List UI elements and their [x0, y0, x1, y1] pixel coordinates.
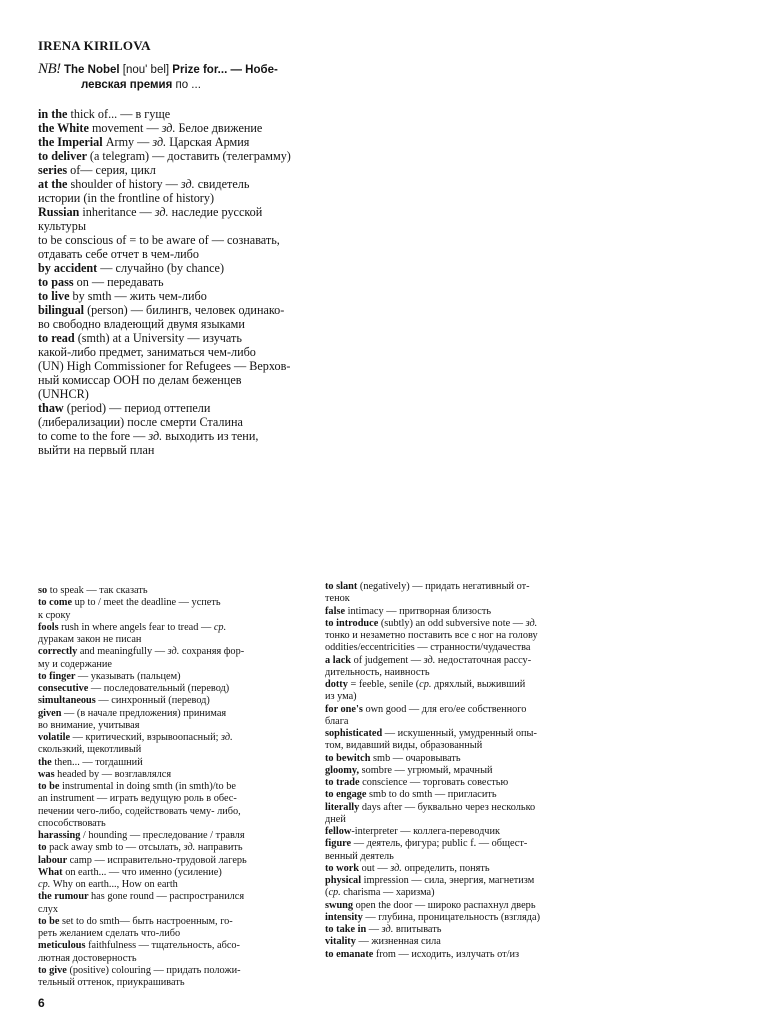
headword: bilingual [38, 303, 88, 317]
glossary-line [38, 867, 316, 879]
entry-text: реть желанием сделать что-либо [38, 928, 181, 939]
headword: fools [38, 621, 62, 633]
headword: a lack [325, 654, 354, 666]
headword: harassing [38, 830, 83, 841]
nb-line [38, 62, 338, 78]
entry-text: to come to the fore — [38, 429, 149, 443]
headword: sophisticated [325, 728, 385, 739]
entry-text: впитывать [393, 924, 442, 935]
entry-text: / hounding — преследование / травля [82, 830, 245, 841]
headword: intensity [325, 911, 366, 923]
glossary-line [325, 593, 587, 605]
headword: swung [325, 899, 356, 911]
glossary-line [38, 387, 328, 401]
glossary-line [38, 275, 328, 289]
entry-text: set to do smth— быть настроенным, го- [62, 915, 233, 927]
entry-text: направить [195, 842, 243, 854]
entry-text: instrumental in doing smth (in smth)/to be [62, 781, 236, 792]
glossary-line [325, 838, 587, 850]
abbreviation: зд. [221, 732, 233, 743]
headword: to be [38, 915, 63, 927]
glossary-line [325, 777, 587, 789]
glossary-line [38, 977, 316, 989]
headword: the rumour [38, 891, 92, 903]
entry-text: movement — [91, 121, 162, 135]
headword: to slant [325, 581, 360, 592]
entry-text: intimacy — притворная близость [347, 605, 492, 617]
entry-text: — указывать (пальцем) [77, 670, 181, 682]
entry-text: inheritance — [82, 205, 155, 219]
entry-text: Army — [105, 135, 153, 149]
entry-text: тельный оттенок, приукрашивать [38, 977, 185, 988]
headword: the Imperial [38, 135, 106, 149]
entry-text: charisma — харизма) [340, 887, 435, 899]
entry-text: headed by — возглавлялся [57, 768, 172, 780]
glossary-line [38, 953, 316, 965]
glossary-line [38, 107, 328, 121]
entry-text: наследие русской [168, 205, 263, 219]
glossary-line [325, 765, 587, 777]
entry-text: лютная достоверность [38, 952, 137, 964]
headword: for one's [325, 703, 366, 715]
entry-text: — [368, 924, 382, 935]
entry-text: oddities/eccentricities — странности/чудачества [325, 642, 531, 654]
headword: to trade [325, 777, 363, 788]
entry-text: conscience — торговать совестью [362, 777, 509, 788]
glossary-line [38, 149, 328, 163]
glossary-line [325, 691, 587, 703]
entry-text: open the door — широко распахнул дверь [355, 899, 536, 911]
entry-text: Why on earth..., How on earth [50, 879, 178, 890]
headword: vitality [325, 936, 359, 948]
glossary-line [325, 826, 587, 838]
entry-text: ный комиссар ООН по делам беженцев [38, 373, 242, 387]
entry-text: faithfulness — тщательность, абсо- [88, 940, 240, 952]
headword: in the [38, 107, 71, 121]
entry-text: = feeble, senile ( [350, 679, 420, 690]
entry-text: of— серия, цикл [70, 163, 156, 177]
abbreviation: зд. [161, 121, 176, 135]
entry-text: from — исходить, излучать от/из [375, 948, 520, 960]
abbreviation: зд. [154, 205, 169, 219]
headword: What [38, 866, 66, 878]
glossary-line [38, 303, 328, 317]
glossary-line [325, 912, 587, 924]
headword: to read [38, 331, 78, 345]
glossary-line [38, 720, 316, 732]
entry-text: отдавать себе отчет в чем-либо [38, 247, 199, 261]
glossary-line [38, 622, 316, 634]
headword: to be [38, 781, 63, 792]
entry-text: an instrument — играть ведущую роль в обес- [38, 793, 237, 805]
headword: to work [325, 862, 362, 874]
entry-text: smb to do smth — пригласить [369, 789, 497, 801]
entry-text: — случайно (by chance) [100, 261, 225, 275]
headword: to take in [325, 924, 369, 935]
entry-text: дительность, наивность [325, 666, 430, 678]
headword: to come [38, 597, 75, 609]
entry-text: [nou' bel] [122, 64, 173, 76]
entry-text: культуры [38, 219, 87, 233]
entry-text: му и содержание [38, 658, 112, 670]
entry-text: — критический, взрывоопасный; [72, 732, 222, 743]
abbreviation: зд. [148, 429, 163, 443]
headword: meticulous [38, 940, 89, 952]
entry-text: impression — сила, энергия, магнетизм [363, 875, 535, 886]
entry-text: выходить из тени, [162, 429, 259, 443]
entry-text: (negatively) — придать негативный от- [359, 581, 530, 592]
glossary-line [38, 732, 316, 744]
entry-text: истории (in the frontline of history) [38, 191, 215, 205]
nb-text [64, 64, 278, 76]
entry-text: во свободно владеющий двумя языками [38, 317, 245, 331]
glossary-line [38, 806, 316, 818]
entry-text: сохраняя фор- [179, 646, 245, 658]
abbreviation: зд. [152, 135, 167, 149]
entry-text: — последовательный (перевод) [90, 683, 230, 694]
glossary-line [325, 581, 587, 593]
entry-text: скользкий, щекотливый [38, 744, 142, 756]
entry-text: sombre — угрюмый, мрачный [361, 764, 493, 776]
entry-text: on earth... — что именно (усиление) [65, 866, 222, 878]
abbreviation: зд. [167, 646, 180, 658]
glossary-line [325, 863, 587, 875]
glossary-line [325, 789, 587, 801]
entry-text: Царская Армия [166, 135, 250, 149]
glossary-line [38, 610, 316, 622]
entry-text: венный деятель [325, 850, 394, 862]
glossary-line [38, 597, 316, 609]
entry-text: shoulder of history — [70, 177, 181, 191]
entry-text: ( [325, 887, 329, 899]
glossary-line [38, 135, 328, 149]
glossary-line [38, 247, 328, 261]
glossary-line [38, 818, 316, 830]
headword: to deliver [38, 149, 90, 163]
glossary-line [38, 659, 316, 671]
glossary-line [325, 875, 587, 887]
entry-text: (UN) High Commissioner for Refugees — Верхов- [38, 359, 291, 373]
headword: dotty [325, 679, 351, 690]
entry-text: определить, понять [401, 862, 490, 874]
glossary-line [38, 830, 316, 842]
glossary-line [38, 855, 316, 867]
entry-text: из ума) [325, 691, 357, 703]
glossary-line [38, 634, 316, 646]
glossary-line [38, 904, 316, 916]
headword: figure [325, 838, 354, 850]
entry-text: (subtly) an odd subversive note — [380, 617, 526, 629]
glossary-line [38, 163, 328, 177]
glossary-line [325, 667, 587, 679]
glossary-line [38, 261, 328, 275]
glossary-line [38, 891, 316, 903]
headword: gloomy, [325, 764, 362, 776]
glossary-line [325, 728, 587, 740]
entry-text: (a telegram) — доставить (телеграмму) [89, 149, 291, 163]
entry-text: (smth) at a University — изучать [77, 331, 242, 345]
entry-text: какой-либо предмет, заниматься чем-либо [38, 345, 256, 359]
entry-text: тенок [325, 593, 350, 605]
headword: so [38, 585, 50, 596]
entry-text: rush in where angels fear to tread — [61, 621, 214, 633]
glossary-line [38, 928, 316, 940]
glossary-line [38, 233, 328, 247]
glossary-line [38, 965, 316, 977]
glossary-line [325, 802, 587, 814]
headword: series [38, 163, 71, 177]
glossary-line [325, 642, 587, 654]
headword: was [38, 768, 58, 780]
glossary-line [38, 940, 316, 952]
glossary-line [38, 345, 328, 359]
glossary-line [325, 716, 587, 728]
author-name: IRENA KIRILOVA [38, 38, 151, 53]
abbreviation: зд. [180, 177, 195, 191]
headword: the White [38, 121, 92, 135]
glossary-line [38, 842, 316, 854]
entry-text: способствовать [38, 817, 106, 829]
entry-text: свидетель [194, 177, 250, 191]
glossary-line [38, 769, 316, 781]
entry-text: up to / meet the deadline — успеть [74, 597, 221, 609]
headword: to live [38, 289, 73, 303]
headword: левская премия [81, 79, 176, 91]
entry-text: дней [325, 813, 346, 825]
nb-line [38, 78, 338, 93]
glossary-line [325, 630, 587, 642]
headword: literally [325, 801, 362, 813]
entry-text: to be conscious of = to be aware of — сознавать, [38, 233, 280, 247]
headword: simultaneous [38, 695, 99, 707]
glossary-line [325, 900, 587, 912]
page-number: 6 [38, 996, 45, 1010]
abbreviation: зд. [183, 842, 196, 854]
glossary-line [38, 443, 328, 457]
entry-text: by smth — жить чем-либо [72, 289, 207, 303]
glossary-line [38, 121, 328, 135]
entry-text: — глубина, проницательность (взгляда) [365, 911, 541, 923]
glossary-line [325, 924, 587, 936]
glossary-line [38, 205, 328, 219]
entry-text: дряхлый, выживший [431, 679, 526, 690]
entry-text: thick of... — в гуще [70, 107, 171, 121]
abbreviation: ср. [419, 679, 432, 690]
headword: consecutive [38, 683, 91, 694]
glossary-line [38, 683, 316, 695]
entry-text: тонко и незаметно поставить все с ног на голову [325, 630, 538, 641]
entry-text: Белое движение [175, 121, 263, 135]
headword: labour [38, 854, 70, 866]
entry-text: of judgement — [353, 654, 424, 666]
glossary-line [38, 757, 316, 769]
glossary-line [38, 317, 328, 331]
entry-text: has gone round — распространился [91, 891, 245, 903]
entry-text: — искушенный, умудренный опы- [384, 728, 537, 739]
entry-text: on — передавать [76, 275, 164, 289]
entry-text: по ... [175, 79, 201, 91]
glossary-line [38, 916, 316, 928]
glossary-line [325, 655, 587, 667]
entry-text: недостаточная рассу- [435, 654, 532, 666]
headword: physical [325, 875, 364, 886]
headword: correctly [38, 646, 80, 658]
headword: to [38, 842, 50, 854]
entry-text: pack away smb to — отсылать, [49, 842, 184, 854]
entry-text: smb — очаровывать [373, 752, 461, 764]
glossary-line [38, 879, 316, 891]
glossary-line [38, 331, 328, 345]
glossary-left-column [38, 585, 316, 989]
glossary-line [325, 740, 587, 752]
glossary-line [38, 289, 328, 303]
headword: given [38, 707, 65, 719]
headword: The Nobel [64, 64, 123, 76]
headword: to bewitch [325, 752, 374, 764]
headword: to pass [38, 275, 77, 289]
headword: fellow [325, 826, 352, 837]
nb-mark: NB! [38, 61, 61, 77]
glossary-line [38, 401, 328, 415]
glossary-line [38, 708, 316, 720]
entry-text: then... — тогдашний [54, 756, 143, 768]
headword: to finger [38, 670, 78, 682]
glossary-line [38, 415, 328, 429]
entry-text: (positive) colouring — придать положи- [69, 964, 241, 976]
headword: to give [38, 964, 70, 976]
entry-text: — синхронный (перевод) [98, 695, 210, 707]
glossary-line [38, 191, 328, 205]
headword: volatile [38, 732, 73, 743]
glossary-line [38, 793, 316, 805]
glossary-line [325, 679, 587, 691]
glossary-line [38, 177, 328, 191]
entry-text: к сроку [38, 609, 71, 621]
glossary-line [38, 585, 316, 597]
glossary-line [325, 851, 587, 863]
glossary-line [325, 936, 587, 948]
entry-text: own good — для его/ее собственного [365, 703, 527, 715]
glossary-right-column [325, 581, 587, 961]
abbreviation: ср. [328, 887, 341, 899]
nb-note [38, 62, 338, 93]
glossary-line [38, 359, 328, 373]
headword: Russian [38, 205, 83, 219]
glossary-line [325, 753, 587, 765]
entry-text: (либерализации) после смерти Сталина [38, 415, 243, 429]
glossary-line [325, 949, 587, 961]
entry-text: (UNHCR) [38, 387, 89, 401]
entry-text: дуракам закон не писан [38, 634, 142, 645]
headword: to introduce [325, 617, 381, 629]
headword: by accident [38, 261, 101, 275]
abbreviation: зд. [390, 862, 402, 874]
entry-text: слух [38, 903, 59, 915]
glossary-line [38, 695, 316, 707]
glossary-line [325, 618, 587, 630]
entry-text: (person) — билингв, человек одинако- [87, 303, 285, 317]
glossary-line [38, 744, 316, 756]
headword: thaw [38, 401, 67, 415]
entry-text: во внимание, учитывая [38, 719, 140, 731]
abbreviation: зд. [525, 617, 538, 629]
entry-text: — жизненная сила [358, 936, 441, 948]
abbreviation: ср. [213, 621, 227, 633]
glossary-line [38, 646, 316, 658]
glossary-line [38, 373, 328, 387]
headword: to engage [325, 789, 370, 801]
entry-text: (period) — период оттепели [66, 401, 211, 415]
headword: false [325, 605, 348, 617]
glossary-line [325, 606, 587, 618]
abbreviation: ср. [38, 879, 51, 890]
entry-text: to speak — так сказать [49, 585, 148, 596]
entry-text: том, видавший виды, образованный [325, 740, 483, 752]
entry-text: out — [361, 862, 391, 874]
abbreviation: зд. [381, 924, 394, 935]
entry-text: — деятель, фигура; public f. — общест- [353, 838, 528, 850]
glossary-line [325, 704, 587, 716]
glossary-line [325, 887, 587, 899]
entry-text: days after — буквально через несколько [361, 801, 536, 813]
glossary-line [38, 781, 316, 793]
entry-text: печении чего-либо, содействовать чему- либо, [38, 805, 241, 817]
entry-text: выйти на первый план [38, 443, 155, 457]
entry-text: camp — исправительно-трудовой лагерь [69, 854, 247, 866]
abbreviation: зд. [423, 654, 436, 666]
glossary-line [325, 814, 587, 826]
entry-text: — (в начале предложения) принимая [64, 707, 227, 719]
headword: to emanate [325, 948, 376, 960]
headword: the [38, 756, 55, 768]
glossary-line [38, 671, 316, 683]
headword: at the [38, 177, 71, 191]
entry-text: блага [325, 715, 349, 727]
glossary-line [38, 219, 328, 233]
glossary-top [38, 107, 328, 457]
glossary-line [38, 429, 328, 443]
entry-text: and meaningfully — [79, 646, 168, 658]
entry-text: -interpreter — коллега-переводчик [351, 826, 500, 837]
headword: Prize for... — Нобе- [172, 64, 278, 76]
